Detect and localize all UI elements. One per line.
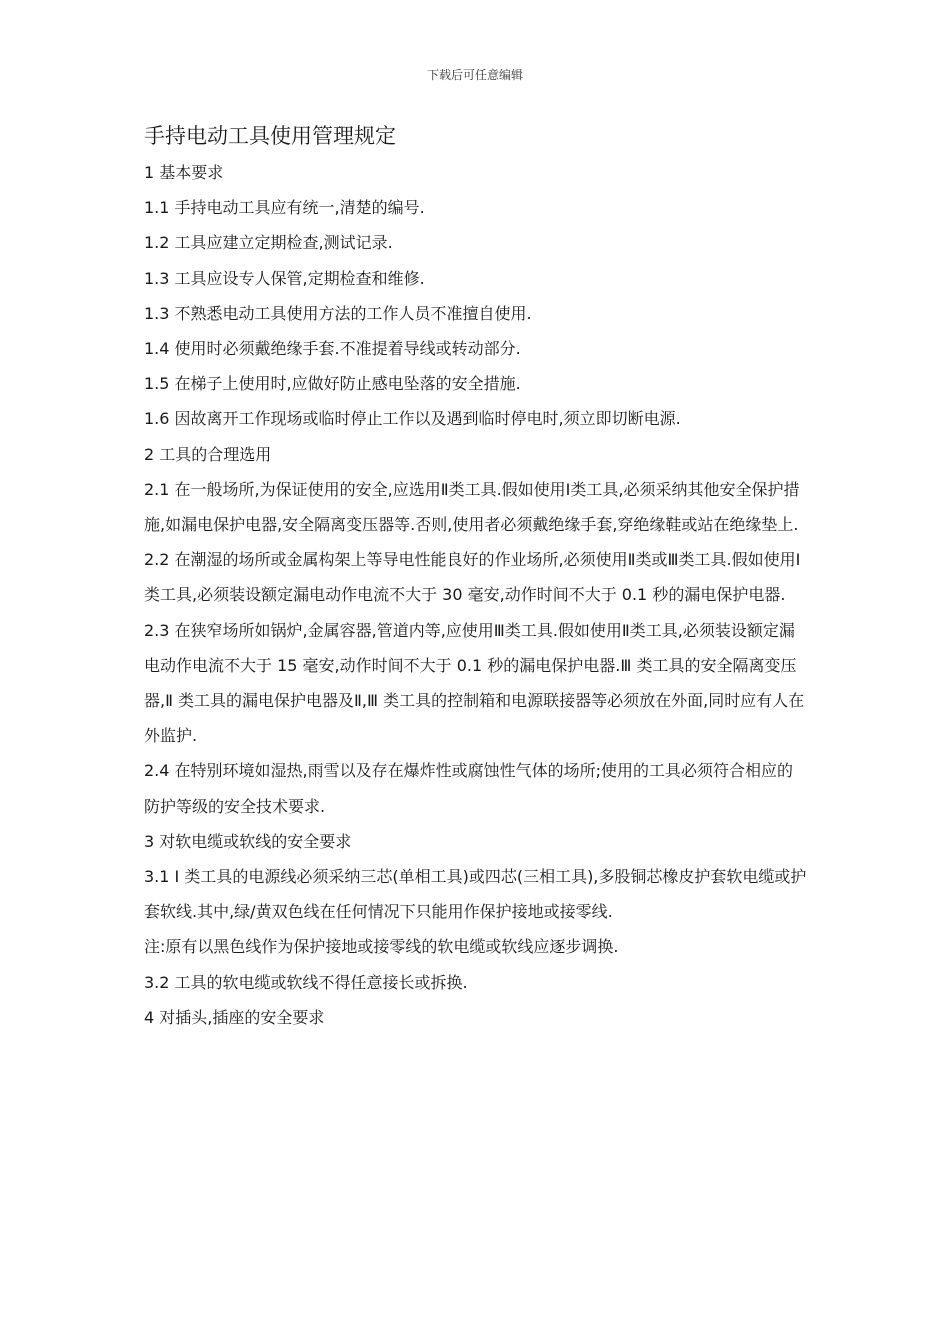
- document-body: [144, 118, 808, 1035]
- page-header-note: 下载后可任意编辑: [426, 68, 523, 82]
- paragraph: 2.4 在特别环境如湿热,雨雪以及存在爆炸性或腐蚀性气体的场所;使用的工具必须符合相应的防护等级的安全技术要求.: [144, 761, 794, 816]
- paragraph: 2.1 在一般场所,为保证使用的安全,应选用Ⅱ类工具.假如使用Ⅰ类工具,必须采纳其他安全保护措施,如漏电保护电器,安全隔离变压器等.否则,使用者必须戴绝缘手套,穿绝缘鞋或站在绝缘垫上.: [144, 479, 800, 535]
- section-heading-3: 3 对软电缆或软线的安全要求: [144, 831, 352, 851]
- note-paragraph: 注:原有以黑色线作为保护接地或接零线的软电缆或软线应逐步调换.: [144, 937, 619, 957]
- paragraph: 1.5 在梯子上使用时,应做好防止感电坠落的安全措施.: [144, 374, 521, 394]
- paragraph: 1.6 因故离开工作现场或临时停止工作以及遇到临时停电时,须立即切断电源.: [144, 409, 681, 429]
- paragraph: 3.1 Ⅰ 类工具的电源线必须采纳三芯(单相工具)或四芯(三相工具),多股铜芯橡皮护套软电缆或护套软线.其中,绿/黄双色线在任何情况下只能用作保护接地或接零线.: [144, 867, 807, 922]
- section-heading-4: 4 对插头,插座的安全要求: [144, 1007, 325, 1027]
- section-heading-2: 2 工具的合理选用: [144, 444, 272, 464]
- paragraph: 2.3 在狭窄场所如锅炉,金属容器,管道内等,应使用Ⅲ类工具.假如使用Ⅱ类工具,必须装设额定漏电动作电流不大于 15 毫安,动作时间不大于 0.1 秒的漏电保护电器.Ⅲ 类工具的安全隔离变压器,Ⅱ 类工具的漏电保护电器及Ⅱ,Ⅲ 类工具的控制箱和电源联接器等必须放在外面,同时应有人在外监护.: [144, 620, 805, 746]
- paragraph: 3.2 工具的软电缆或软线不得任意接长或拆换.: [144, 972, 468, 992]
- paragraph: 2.2 在潮湿的场所或金属构架上等导电性能良好的作业场所,必须使用Ⅱ类或Ⅲ类工具.假如使用Ⅰ类工具,必须装设额定漏电动作电流不大于 30 毫安,动作时间不大于 0.1 秒的漏电保护电器.: [144, 550, 801, 605]
- paragraph: 1.2 工具应建立定期检查,测试记录.: [144, 233, 393, 253]
- paragraph: 1.3 不熟悉电动工具使用方法的工作人员不准擅自使用.: [144, 303, 532, 323]
- paragraph: 1.1 手持电动工具应有统一,清楚的编号.: [144, 198, 425, 218]
- section-heading-1: 1 基本要求: [144, 163, 224, 182]
- document-title: 手持电动工具使用管理规定: [144, 124, 396, 148]
- paragraph: 1.4 使用时必须戴绝缘手套.不准提着导线或转动部分.: [144, 339, 521, 359]
- paragraph: 1.3 工具应设专人保管,定期检查和维修.: [144, 268, 425, 288]
